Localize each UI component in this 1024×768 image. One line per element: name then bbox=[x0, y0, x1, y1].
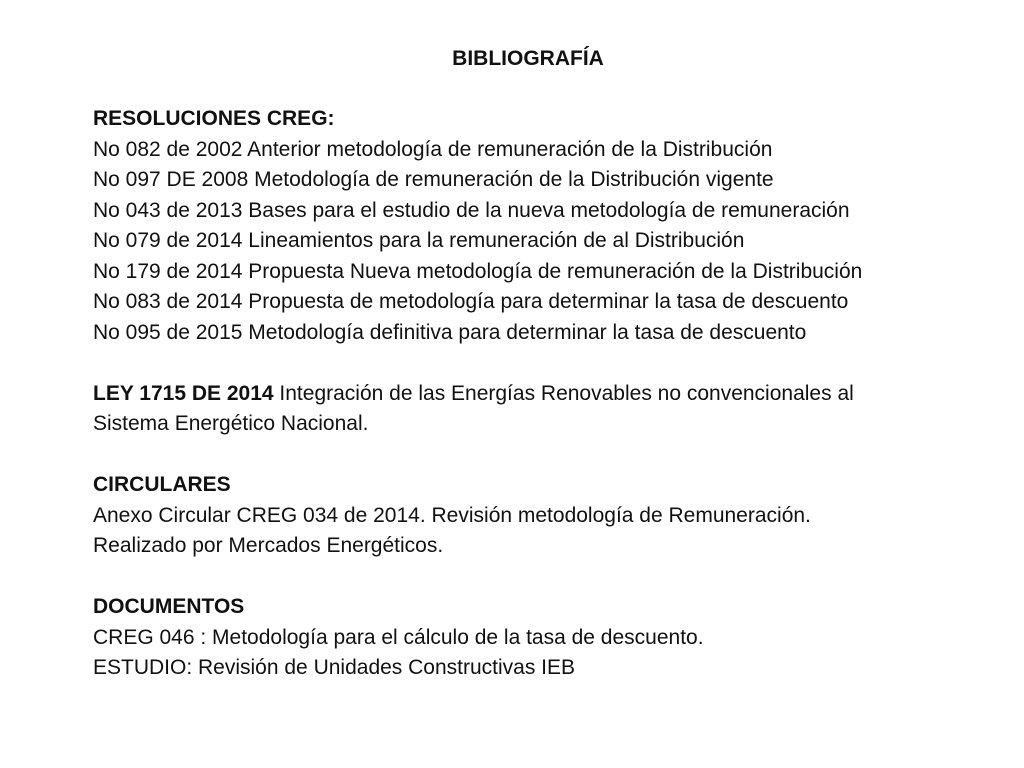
documentos-heading: DOCUMENTOS bbox=[93, 595, 245, 618]
documentos-section bbox=[93, 592, 1013, 684]
page-title: BIBLIOGRAFÍA bbox=[452, 47, 604, 70]
list-item: No 043 de 2013 Bases para el estudio de la nueva metodología de remuneración bbox=[93, 198, 850, 222]
ley-line-1 bbox=[93, 379, 1013, 410]
list-item: No 097 DE 2008 Metodología de remuneración de la Distribución vigente bbox=[93, 168, 774, 191]
list-item: No 083 de 2014 Propuesta de metodología para determinar la tasa de descuento bbox=[93, 290, 849, 313]
ley-description: Integración de las Energías Renovables no convencionales al bbox=[273, 381, 854, 405]
list-item: No 179 de 2014 Propuesta Nueva metodología de remuneración de la Distribución bbox=[93, 259, 863, 283]
ley-line-2: Sistema Energético Nacional. bbox=[93, 412, 369, 435]
list-item: No 082 de 2002 Anterior metodología de remuneración de la Distribución bbox=[93, 137, 773, 161]
list-item: No 079 de 2014 Lineamientos para la remuneración de al Distribución bbox=[93, 229, 745, 252]
bibliography-content bbox=[93, 104, 1013, 684]
circulares-heading: CIRCULARES bbox=[93, 473, 231, 496]
list-item: CREG 046 : Metodología para el cálculo de la tasa de descuento. bbox=[93, 625, 704, 649]
ley-title: LEY 1715 DE 2014 bbox=[93, 381, 274, 405]
resoluciones-heading: RESOLUCIONES CREG: bbox=[93, 107, 335, 130]
list-item: No 095 de 2015 Metodología definitiva para determinar la tasa de descuento bbox=[93, 320, 807, 344]
list-item: Anexo Circular CREG 034 de 2014. Revisión metodología de Remuneración. bbox=[93, 503, 811, 527]
circulares-section bbox=[93, 470, 1013, 562]
ley-section bbox=[93, 379, 1013, 440]
list-item: ESTUDIO: Revisión de Unidades Constructivas IEB bbox=[93, 656, 576, 679]
resoluciones-section bbox=[93, 104, 1013, 348]
list-item: Realizado por Mercados Energéticos. bbox=[93, 534, 444, 557]
